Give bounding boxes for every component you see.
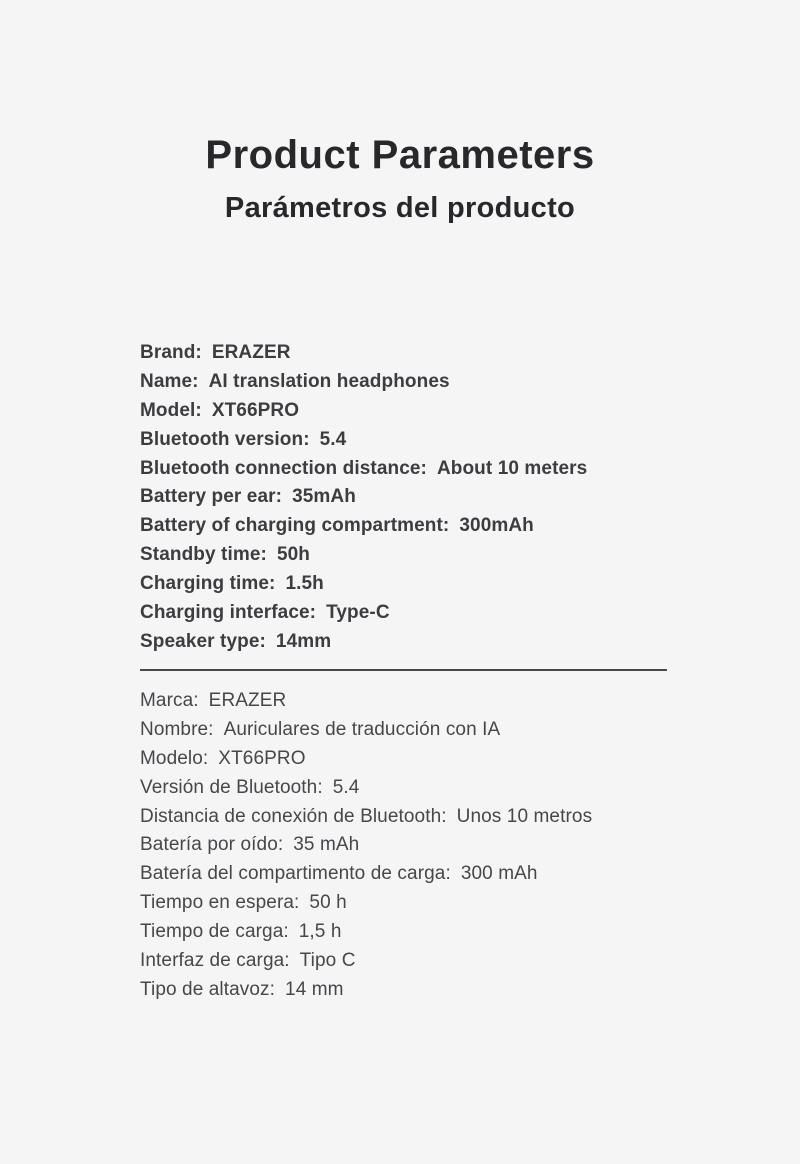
spec-row [140, 831, 690, 860]
spec-value: 50h [276, 544, 310, 566]
spec-value: 300 mAh [460, 863, 538, 885]
spec-row [140, 512, 690, 541]
spec-value: 14mm [275, 630, 332, 652]
spec-value: ERAZER [208, 690, 287, 711]
spec-value: ERAZER [211, 342, 291, 363]
section-divider [140, 669, 667, 671]
spec-label: Distancia de conexión de Bluetooth: [140, 805, 447, 827]
spec-label: Bluetooth version: [140, 428, 310, 450]
spec-value: 50 h [309, 892, 347, 914]
spec-label: Brand: [140, 342, 202, 363]
spec-label: Nombre: [140, 718, 214, 740]
spec-label: Name: [140, 370, 199, 392]
spec-row [140, 918, 690, 947]
spec-value: Unos 10 metros [456, 805, 593, 827]
spec-value: 1,5 h [298, 921, 342, 943]
spec-row [140, 889, 690, 918]
spec-label: Battery per ear: [140, 486, 283, 508]
spec-label: Speaker type: [140, 630, 266, 652]
spec-label: Tiempo en espera: [140, 892, 300, 914]
spec-row [140, 745, 690, 774]
page-title: Product Parameters [205, 132, 595, 177]
spec-row [140, 426, 690, 455]
page-subtitle: Parámetros del producto [224, 192, 576, 225]
spec-label: Batería por oído: [140, 834, 284, 856]
spec-row [140, 860, 690, 889]
spec-value: Auriculares de traducción con IA [223, 718, 501, 740]
spec-value: XT66PRO [211, 399, 300, 421]
spec-value: 1.5h [285, 573, 324, 595]
spec-label: Bluetooth connection distance: [140, 457, 427, 479]
spec-value: 5.4 [319, 428, 347, 450]
spec-row [140, 774, 690, 803]
spec-value: 5.4 [332, 776, 360, 798]
spec-label: Standby time: [140, 544, 267, 566]
spec-value: 14 mm [285, 978, 344, 1000]
spec-label: Versión de Bluetooth: [140, 776, 323, 798]
spec-value: Tipo C [299, 950, 356, 972]
spec-row [140, 339, 690, 368]
spec-row [140, 570, 690, 599]
spec-list-spanish [140, 687, 690, 1005]
spec-value: 35 mAh [293, 834, 360, 856]
spec-row [140, 599, 690, 628]
spec-row [140, 803, 690, 832]
spec-row [140, 483, 690, 512]
spec-label: Charging time: [140, 573, 276, 595]
spec-value: AI translation headphones [208, 370, 450, 392]
spec-row [140, 455, 690, 484]
spec-row [140, 716, 690, 745]
spec-label: Tipo de altavoz: [140, 978, 276, 1000]
spec-row [140, 976, 690, 1005]
spec-label: Marca: [140, 690, 199, 711]
spec-label: Tiempo de carga: [140, 921, 289, 943]
spec-value: Type-C [326, 602, 390, 624]
spec-label: Interfaz de carga: [140, 950, 290, 972]
spec-row [140, 368, 690, 397]
spec-row [140, 397, 690, 426]
spec-label: Battery of charging compartment: [140, 515, 450, 537]
spec-label: Batería del compartimento de carga: [140, 863, 451, 885]
spec-row [140, 947, 690, 976]
spec-value: 35mAh [292, 486, 356, 508]
spec-row [140, 687, 690, 716]
spec-list-english [140, 339, 690, 657]
spec-label: Model: [140, 399, 202, 421]
spec-value: 300mAh [459, 515, 534, 537]
spec-label: Charging interface: [140, 602, 317, 624]
spec-value: XT66PRO [218, 747, 306, 769]
spec-row [140, 541, 690, 570]
spec-row [140, 628, 690, 657]
spec-label: Modelo: [140, 747, 209, 769]
spec-value: About 10 meters [436, 457, 588, 479]
